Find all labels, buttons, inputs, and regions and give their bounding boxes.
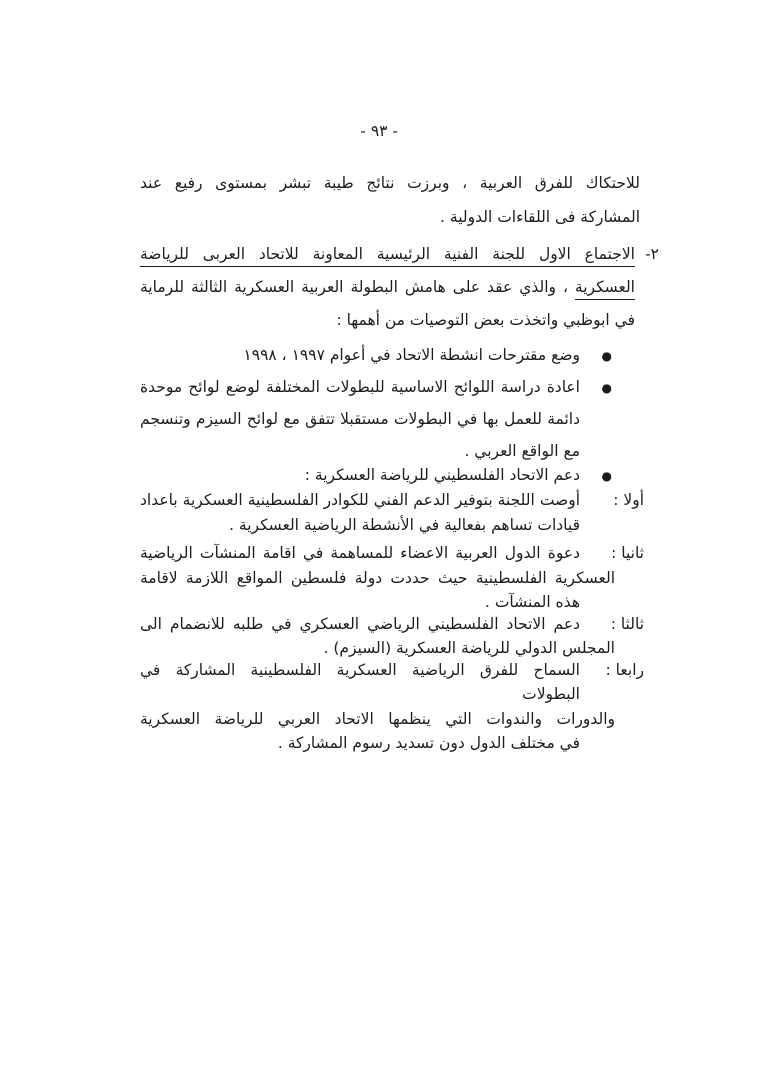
- underlined-heading: الاجتماع الاول للجنة الفنية الرئيسية المعاونة للاتحاد العربى للرياضة: [140, 245, 635, 267]
- text-line: قيادات تساهم بفعالية في الأنشطة الرياضية العسكرية .: [229, 515, 580, 534]
- ordinal-label: رابعا :: [605, 660, 644, 679]
- section-2: [140, 238, 660, 337]
- intro-paragraph: [140, 166, 660, 234]
- text-line: هذه المنشآت .: [484, 593, 580, 611]
- bullet-item: [140, 371, 660, 467]
- text-line: مع الواقع العربي .: [464, 442, 580, 460]
- text-line: للاحتكاك للفرق العربية ، وبرزت نتائج طيبة تبشر بمستوى رفيع عند: [140, 174, 640, 192]
- section-number: ٢-: [645, 245, 659, 263]
- text-line: [140, 271, 635, 304]
- bullet-item: [140, 459, 660, 491]
- text-line: دائمة للعمل بها في البطولات مستقبلا تتفق مع لوائح السيزم وتنسجم: [140, 410, 580, 428]
- text-segment: ، والذي عقد على هامش البطولة العربية العسكرية الثالثة للرماية: [140, 278, 568, 296]
- text-line: والدورات والندوات التي ينظمها الاتحاد العربي للرياضة العسكرية: [140, 709, 615, 728]
- bullet-item: [140, 339, 660, 371]
- text-line: اعادة دراسة اللوائح الاساسية للبطولات المختلفة لوضع لوائح موحدة: [140, 378, 580, 396]
- text-line: أوصت اللجنة بتوفير الدعم الفني للكوادر الفلسطينية العسكرية باعداد: [140, 491, 580, 509]
- ordinal-label: ثالثا :: [610, 614, 644, 633]
- ordinal-item-third: [140, 612, 660, 661]
- page-content: [140, 122, 660, 756]
- section-heading-line: [140, 238, 635, 271]
- text-line: المجلس الدولي للرياضة العسكرية (السيزم) .: [323, 639, 615, 657]
- ordinal-item-second: [140, 541, 660, 615]
- underlined-heading-continuation: العسكرية: [575, 278, 635, 300]
- section-2-body: [140, 238, 635, 337]
- bullet-icon: ●: [601, 381, 612, 395]
- ordinal-label: ثانيا :: [611, 544, 644, 562]
- text-line: السماح للفرق الرياضية العسكرية الفلسطينية المشاركة في البطولات: [140, 660, 580, 703]
- page-number: - ٩٣ -: [360, 122, 398, 140]
- bullet-icon: ●: [601, 469, 612, 483]
- text-line: المشاركة فى اللقاءات الدولية .: [440, 208, 640, 226]
- text-line: العسكرية الفلسطينية حيث حددت دولة فلسطين المواقع اللازمة لاقامة: [140, 568, 615, 587]
- ordinal-items: [140, 488, 660, 756]
- text-line: في مختلف الدول دون تسديد رسوم المشاركة .: [277, 734, 580, 752]
- text-line: دعم الاتحاد الفلسطيني للرياضة العسكرية :: [304, 466, 580, 484]
- bullet-icon: ●: [601, 349, 612, 363]
- text-line: دعم الاتحاد الفلسطيني الرياضي العسكري في طلبه للانضمام الى: [140, 614, 580, 633]
- ordinal-item-first: [140, 488, 660, 537]
- text-line: وضع مقترحات انشطة الاتحاد في أعوام ١٩٩٧ ، ١٩٩٨: [243, 346, 580, 364]
- text-line: في ابوظبي واتخذت بعض التوصيات من أهمها :: [336, 311, 635, 329]
- ordinal-label: أولا :: [613, 491, 644, 509]
- text-line: دعوة الدول العربية الاعضاء للمساهمة في اقامة المنشآت الرياضية: [140, 544, 580, 562]
- ordinal-item-fourth: [140, 658, 660, 756]
- recommendations-list: [140, 339, 660, 491]
